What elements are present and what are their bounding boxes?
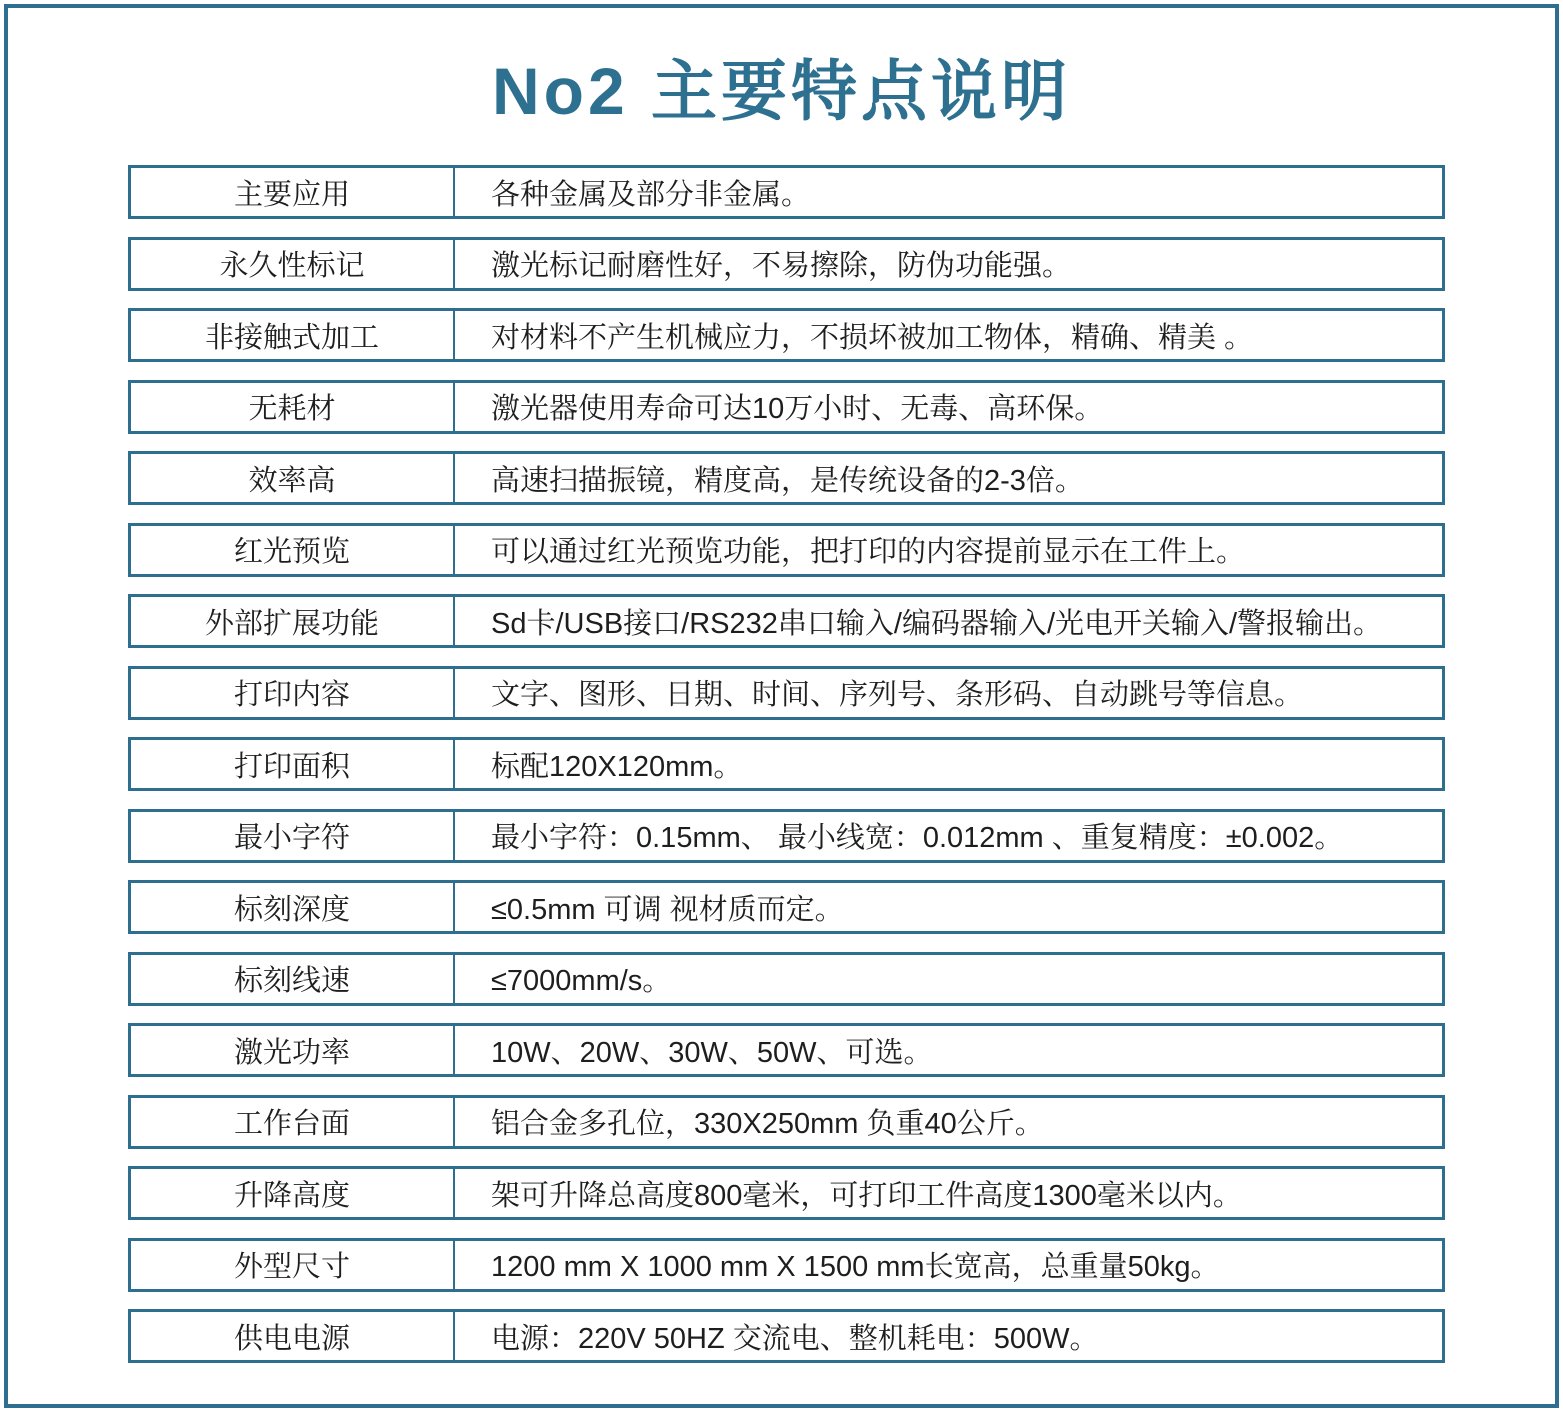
feature-name-cell: 外部扩展功能 [131, 597, 455, 645]
feature-name-cell: 工作台面 [131, 1098, 455, 1146]
feature-name-cell: 最小字符 [131, 812, 455, 860]
feature-name-cell: 打印面积 [131, 740, 455, 788]
feature-description-cell: 激光标记耐磨性好，不易擦除，防伪功能强。 [491, 250, 1072, 282]
table-row [128, 1095, 1445, 1149]
table-row [128, 165, 1445, 219]
feature-description-cell: 电源：220V 50HZ 交流电、整机耗电：500W。 [491, 1322, 1099, 1355]
feature-description-cell: 架可升降总高度800毫米，可打印工件高度1300毫米以内。 [491, 1179, 1242, 1212]
feature-name-cell: 标刻线速 [131, 955, 455, 1003]
feature-name-cell: 无耗材 [131, 383, 455, 431]
feature-description-cell: 文字、图形、日期、时间、序列号、条形码、自动跳号等信息。 [491, 679, 1304, 711]
feature-description-cell: 高速扫描振镜，精度高，是传统设备的2-3倍。 [491, 464, 1084, 497]
table-row [128, 737, 1445, 791]
table-row [128, 594, 1445, 648]
table-row [128, 952, 1445, 1006]
table-row [128, 1166, 1445, 1220]
feature-name-cell: 效率高 [131, 454, 455, 502]
feature-description-cell: 各种金属及部分非金属。 [491, 178, 811, 211]
table-row [128, 308, 1445, 362]
table-row [128, 809, 1445, 863]
feature-description-cell: ≤0.5mm 可调 视材质而定。 [491, 893, 844, 926]
page-title: No2 主要特点说明 [491, 54, 1072, 128]
table-row [128, 666, 1445, 720]
table-row [128, 1238, 1445, 1292]
table-row [128, 237, 1445, 291]
feature-name-cell: 主要应用 [131, 168, 455, 216]
feature-name-cell: 永久性标记 [131, 240, 455, 288]
feature-description-cell: Sd卡/USB接口/RS232串口输入/编码器输入/光电开关输入/警报输出。 [491, 607, 1383, 640]
feature-name-cell: 标刻深度 [131, 883, 455, 931]
table-row [128, 451, 1445, 505]
table-row [128, 1309, 1445, 1363]
feature-name-cell: 红光预览 [131, 526, 455, 574]
table-row [128, 380, 1445, 434]
feature-description-cell: 1200 mm X 1000 mm X 1500 mm长宽高，总重量50kg。 [491, 1251, 1220, 1283]
feature-description-cell: 可以通过红光预览功能，把打印的内容提前显示在工件上。 [491, 536, 1246, 568]
feature-description-cell: 铝合金多孔位，330X250mm 负重40公斤。 [491, 1108, 1044, 1140]
feature-name-cell: 外型尺寸 [131, 1241, 455, 1289]
table-row [128, 880, 1445, 934]
feature-description-cell: 10W、20W、30W、50W、可选。 [491, 1036, 933, 1069]
feature-name-cell: 打印内容 [131, 669, 455, 717]
features-table [128, 165, 1445, 1363]
feature-description-cell: 激光器使用寿命可达10万小时、无毒、高环保。 [491, 393, 1104, 425]
feature-description-cell: 标配120X120mm。 [491, 750, 743, 783]
feature-description-cell: 对材料不产生机械应力，不损坏被加工物体，精确、精美 。 [491, 321, 1254, 354]
feature-name-cell: 非接触式加工 [131, 311, 455, 359]
feature-description-cell: 最小字符：0.15mm、 最小线宽：0.012mm 、重复精度：±0.002。 [491, 822, 1344, 854]
feature-name-cell: 升降高度 [131, 1169, 455, 1217]
feature-description-cell: ≤7000mm/s。 [491, 965, 672, 997]
feature-name-cell: 供电电源 [131, 1312, 455, 1360]
feature-name-cell: 激光功率 [131, 1026, 455, 1074]
table-row [128, 523, 1445, 577]
table-row [128, 1023, 1445, 1077]
